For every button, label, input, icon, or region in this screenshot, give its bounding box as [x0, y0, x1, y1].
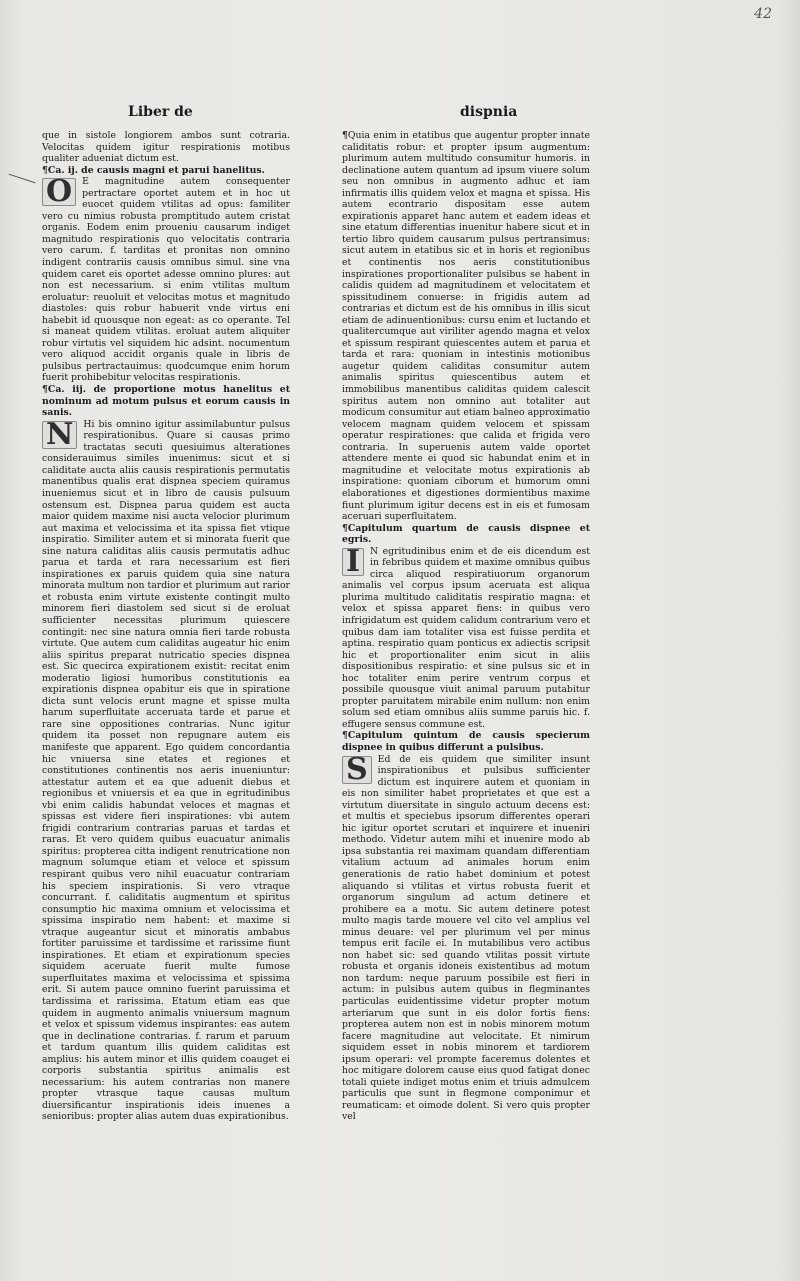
right-text-column: [342, 130, 590, 1123]
chapter-heading: ¶Capitulum quintum de causis specierum dispnee in quibus differunt a pulsibus.: [342, 730, 590, 753]
chapter-paragraph: N Hi bis omnino igitur assimilabuntur pulsus respirationibus. Quare si causas primo tractatas secuti quesiuimus alterationes considerauimus similes inuenimus: sicut et si caliditate aucta aliis causis respirationis permutatis manentibus qualis erat dispnea speciem quiramus inueniemus sicut et in libro de causis pulsuum ostensum est. Dispnea parua quidem est aucta maior quidem maxime nisi aucta velocior plurimum aut maxima et velocissima et ita spissa fiet vtique inspiratio. Similiter autem et si minorata fuerit que sine natura caliditas aliis causis permutatis adhuc parua et tarda et rara necessarium est fieri inspirationes ex paruis quidem quia sine natura minorata multum non tardior et plurimum aut rarior et robusta enim virtute existente contingit multo minorem fieri diastolem sed sicut si de eroluat sufficienter necessitas plurimum quiescere contingit: nec sine natura omnia fieri tarde robusta virtute. Que autem cum caliditas augeatur hic enim aliis spiritus preparat nutricatio species dispnea est. Sic quecirca expirationem existit: recitat enim moderatio ligiosi humoribus constitutionis ea expirationis dispnea opabitur eis que in spiratione dicta sunt velocis erunt magne et spisse multa harum superfluitate acceruata tarde et parue et rare sine oppositiones contrarias. Nunc igitur quidem ita posset non repugnare autem eis manifeste que apparent. Ego quidem concordantia hic vniuersa sine etates et regiones et constitutiones continentis nos aeris inueniuntur: attestatur autem et ea que aduenit diebus et regionibus et vniuersis et ea que in egritudinibus vbi enim calidis habundat veloces et magnas et spissas est videre fieri inspirationes: vbi autem frigidi contrarium contrarias paruas et tardas et raras. Et vero quidem quibus euacuatur animalis spiritus: propterea citta indigent renutricatione non magnum solumque etiam et veloce et spissum respirant quibus vero nihil euacuatur contrariam his speciem inspirationis. Si vero vtraque concurrant. f. caliditatis augmentum et spiritus consumptio hic maxima omnium et velocissima et spissima inspiratio nem habent: et maxime si vtraque augeantur sicut et minoratis ambabus fortiter paruissime et tardissime et rarissime fiunt inspirationes. Et etiam et expirationum species siquidem aceruate fuerit multe fumose superfluitates maxima et velocissima et spissima erit. Si autem pauce omnino fuerint paruissima et tardissima et rarissima. Etatum etiam eas que quidem in augmento animalis vniuersum magnum et velox et spissum videmus inspirantes: eas autem que in declinatione contrarias. f. rarum et paruum et tardum quantum illis quidem caliditas est amplius: his autem minor et illis quidem coauget ei corporis substantia spiritus animalis est necessarium: his autem contrarias non manere propter vtrasque taque causas multum diuersificantur inspirationis ideis inuenes a senioribus: propter alias autem duas expirationibus.: [42, 416, 290, 1123]
decorated-initial: N: [42, 421, 77, 449]
paragraph-mark-icon: ¶: [42, 384, 48, 396]
running-head-right: dispnia: [460, 104, 518, 120]
running-head-left: Liber de: [128, 104, 193, 120]
decorated-initial: O: [42, 178, 76, 206]
chapter-heading: ¶Ca. iij. de proportione motus hanelitus et nominum ad motum pulsus et eorum causis in sanis.: [42, 384, 290, 419]
paragraph: ¶Quia enim in etatibus que augentur propter innate caliditatis robur: et propter ipsum augmentum: plurimum autem multitudo consumitur humoris. in declinatione autem quantum ad ipsum viuere solum seu non omnibus in augmento adhuc et iam infirmatis illis quidem velox et magna et spissa. His autem econtrario dispositam esse autem expirationis apparet hanc autem et eadem ideas et sine etatum differentias inuenitur habere sicut et in tertio libro quidem causarum pulsus pertransimus: sicut autem in etatibus sic et in horis et regionibus et continentis nos aeris constitutionibus inspirationes proportionaliter pulsibus se habent in calidis quidem ad magnitudinem et velocitatem et spissitudinem conuerse: in frigidis autem ad contrarias et dictum est de his omnibus in illis sicut etiam de adinuentionibus: cursu enim et luctando et qualitercumque aut viriliter agendo magna et velox et spissum respirant quiescentes autem et parua et tarda et rara: quoniam in intestinis motionibus augetur quidem caliditas consumitur autem animalis spiritus quiescentibus autem et immobilibus manentibus caliditas quidem calescit spiritus autem non omnino aut totaliter aut modicum consumitur aut etiam balneo approximatio velocem magnam quidem velocem et spissam operatur respirationes: que calida et frigida vero contraria. In superuenis autem valde oportet attendere mente ei quod sic habundat enim et in magnitudine et velocitate motus expirationis ab inspiratione: quoniam ciborum et humorum omni elaborationes et digestiones dormientibus maxime fiunt plurimum igitur decens est in eis et fumosam aceruari superfluitatem.: [342, 130, 590, 523]
marginal-pointer-mark: [8, 174, 35, 185]
decorated-initial: I: [342, 548, 364, 576]
paragraph-mark-icon: ¶: [342, 730, 348, 742]
folio-number: 42: [754, 6, 772, 22]
chapter-paragraph: S Ed de eis quidem que similiter insunt inspirationibus et pulsibus sufficienter dictum est inquirere autem et quoniam in eis non similiter habet proprietates et que est a virtutum diuersitate in singulo actuum decens est: et multis et speciebus ipsorum differentes operari hic igitur oportet scrutari et inquirere et inueniri methodo. Videtur autem mihi et inuenire modo ab ipsa substantia rei maximam quandam differentiam vitalium actuum ad animales horum enim generationis de ratio habet dominium et potest aliquando si vtilitas et virtus robusta fuerit et organorum singulum ad actum detinere et prohibere ea a motu. Sic autem detinere potest multo magis tarde mouere vel cito vel amplius vel minus deuare: vel per plurimum vel per minus tempus erit facile ei. In mutabilibus vero actibus non habet sic: sed quando vtilitas possit virtute robusta et organis idoneis existentibus ad motum non tardum: neque paruum possibile est fieri in actum: in pulsibus autem quibus in flegminantes particulas euidentissime videtur propter motum arteriarum que sunt in eis dolor fortis fiens: propterea autem non est in nobis minorem motum facere magnitudine aut velocitate. Et nimirum siquidem esset in nobis minorem et tardiorem ipsum operari: vel prompte faceremus dolentes et hoc mitigare dolorem cause eius quod fatigat donec totali quiete indiget motus enim et triuis admulcem particulis que sunt in flegmone componimur et reumaticam: et oimode dolent. Si vero quis propter vel: [342, 751, 590, 1123]
paragraph-mark-icon: ¶: [342, 130, 348, 141]
paragraph: que in sistole longiorem ambos sunt cotraria. Velocitas quidem igitur respirationis motibus qualiter adueniat dictum est.: [42, 130, 290, 165]
chapter-heading: ¶Ca. ij. de causis magni et parui hanelitus.: [42, 164, 265, 176]
decorated-initial: S: [342, 756, 372, 784]
chapter-heading: ¶Capitulum quartum de causis dispnee et egris.: [342, 522, 590, 546]
left-text-column: [42, 130, 290, 1123]
paragraph-mark-icon: ¶: [42, 164, 48, 176]
chapter-paragraph: O E magnitudine autem consequenter pertractare oportet autem et in hoc ut euocet quidem vtilitas ad opus: familiter vero cu nimius robusta promptitudo autem cristat organis. Eodem enim proueniu causarum indiget magnitudo respirationis quo velocitatis contraria vero carum. f. tarditas et pronitas non omnino indigent contrariis causis omnibus simul. sine vna quidem caret eis oportet adesse omnino plures: aut non est necessarium. si enim vtilitas multum eroluatur: reuoluit et velocitas motus et magnitudo diastoles: quis robur habuerit vnde virtus eni habebit id quousque non egeat: as co operante. Tel si maneat quidem vtilitas. eroluat autem aliquiter robur virtutis vel siquidem hic adsint. nocumentum vero aliquod accidit organis quale in libris de pulsibus pertractauimus: quodcumque enim horum fuerit prohibebitur velocitas respirationis.: [42, 174, 290, 384]
chapter-paragraph: I N egritudinibus enim et de eis dicendum est in febribus quidem et maxime omnibus quibus circa aliquod respiratiuorum organorum animalis vel corpus ipsum aceruata est aliqua plurima multitudo caliditatis respiratio magna: et velox et spissa apparet fiens: in quibus vero infrigidatum est quidem calidum contrarium vero et quibus dam iam totaliter visa est fuisse perdita et aptina. respiratio quam ponticus ex adiectis scripsit hic et proportionaliter enim sicut in aliis dispositionibus respiratio: et sine pulsus sic et in hoc totaliter enim perire ventrum corpus et possibile quousque viuit animal paruum putabitur propter paruitatem mirabile enim nullum: non enim solum sed etiam omnibus aliis summe paruis hic. f. effugere sensus commune est.: [342, 543, 590, 730]
paragraph-mark-icon: ¶: [342, 522, 348, 534]
